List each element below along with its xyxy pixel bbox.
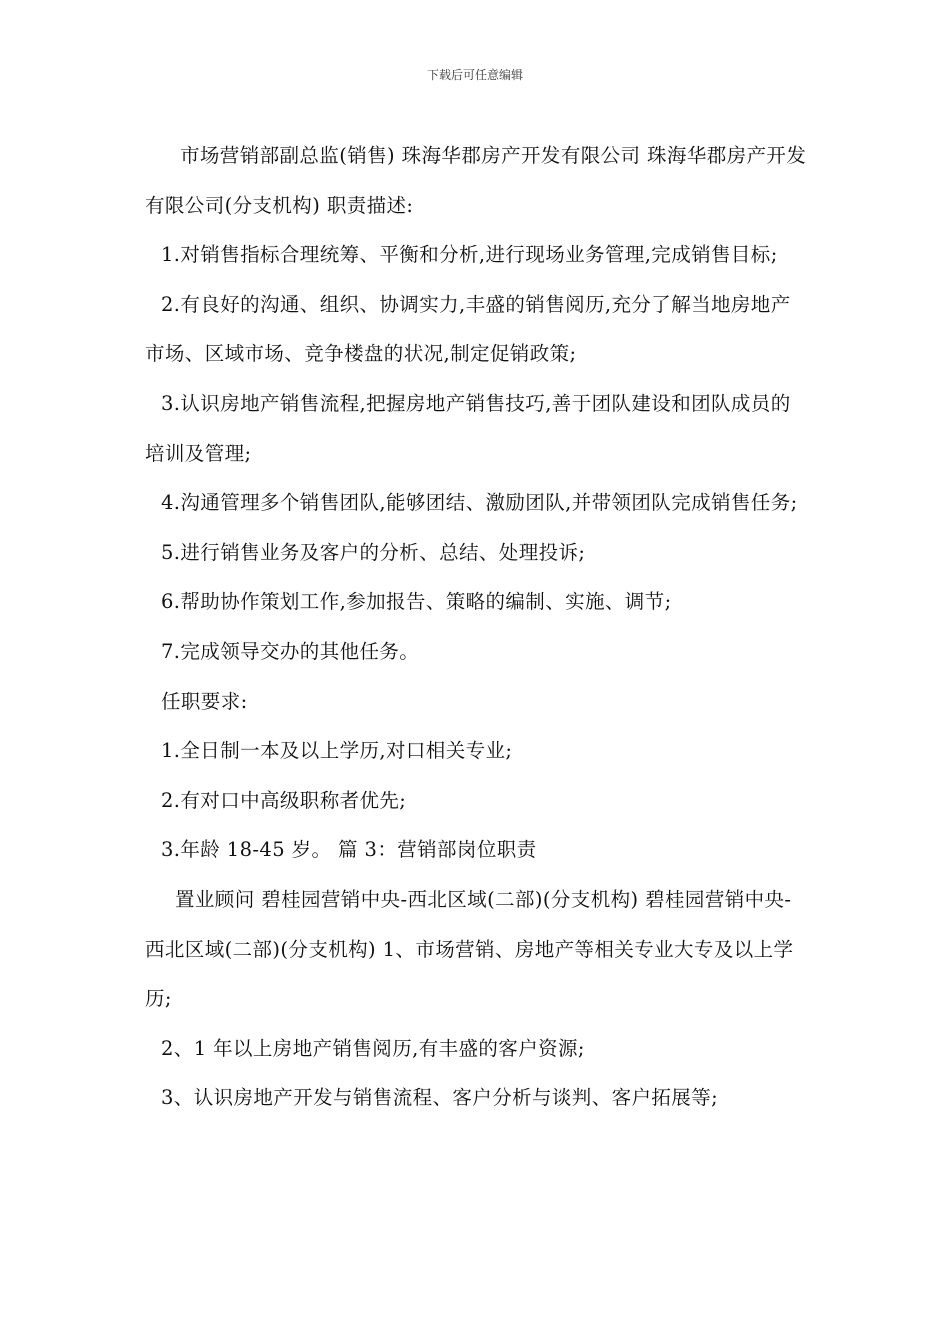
paragraph-duty-6: 6.帮助协作策划工作,参加报告、策略的编制、实施、调节; [161,590,672,614]
paragraph-job-title: 市场营销部副总监(销售) 珠海华郡房产开发有限公司 珠海华郡房产开发有限公司(分支机构) 职责描述: [145,144,807,217]
paragraph-duty-7: 7.完成领导交办的其他任务。 [161,639,420,663]
paragraph-sales-consultant: 置业顾问 碧桂园营销中央-西北区域(二部)(分支机构) 碧桂园营销中央-西北区域(二部)(分支机构) 1、市场营销、房地产等相关专业大专及以上学历; [145,887,794,1011]
paragraph-requirement-3: 3.年龄 18-45 岁。 篇 3：营销部岗位职责 [161,838,537,862]
paragraph-duty-2: 2.有良好的沟通、组织、协调实力,丰盛的销售阅历,充分了解当地房地产市场、区域市场、竞争楼盘的状况,制定促销政策; [145,292,791,366]
page-header-note: 下载后可任意编辑 [426,68,523,82]
paragraph-duty-4: 4.沟通管理多个销售团队,能够团结、激励团队,并带领团队完成销售任务; [161,491,798,515]
paragraph-consultant-req-2: 2、1 年以上房地产销售阅历,有丰盛的客户资源; [161,1036,585,1060]
paragraph-duty-3: 3.认识房地产销售流程,把握房地产销售技巧,善于团队建设和团队成员的培训及管理; [145,391,791,465]
paragraph-duty-1: 1.对销售指标合理统筹、平衡和分析,进行现场业务管理,完成销售目标; [161,243,778,267]
document-body [145,131,810,1123]
paragraph-duty-5: 5.进行销售业务及客户的分析、总结、处理投诉; [161,540,586,564]
paragraph-requirement-2: 2.有对口中高级职称者优先; [161,788,407,812]
paragraph-requirements-heading: 任职要求: [161,689,248,713]
paragraph-requirement-1: 1.全日制一本及以上学历,对口相关专业; [161,739,513,763]
paragraph-consultant-req-3: 3、认识房地产开发与销售流程、客户分析与谈判、客户拓展等; [161,1086,719,1110]
